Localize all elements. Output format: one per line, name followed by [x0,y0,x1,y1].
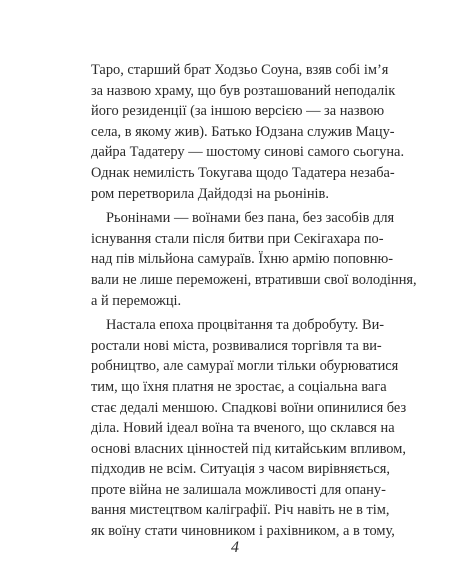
text-line: дайра Тадатеру — шостому синові самого сьогуна. [91,144,405,161]
text-line: основі власних цінностей під китайським впливом, [91,440,406,457]
text-line: Таро, старший брат Ходзьо Соуна, взяв собі ім’я [91,62,389,78]
text-line: робництво, але самураї могли тільки обурюватися [91,358,399,375]
text-line: ростали нові міста, розвивалися торгівля та ви- [91,337,382,354]
text-line: ром перетворила Дайдодзі на рьонінів. [91,185,329,202]
text-line: підходив не всім. Ситуація з часом вирівняється, [91,461,391,478]
text-line: його резиденції (за іншою версією — за назвою [91,103,385,120]
paragraph [91,208,417,311]
text-line: проте війна не залишала можливості для опану- [91,481,386,498]
text-line: стає дедалі меншою. Спадкові воїни опинилися без [91,399,407,416]
page-number: 4 [231,539,239,556]
text-line: села, в якому жив). Батько Юдзана служив Мацу- [91,123,395,140]
text-line: над пів мільйона самураїв. Їхню армію поповню- [91,251,394,268]
text-line: існування стали після битви при Секігахара по- [91,230,384,247]
paragraph [91,315,407,542]
text-line: Настала епоха процвітання та добробуту. Ви- [106,317,385,334]
text-line: за назвою храму, що був розташований неподалік [91,82,396,99]
text-line: вання мистецтвом каліграфії. Річ навіть не в тім, [91,502,390,519]
text-line: Однак немилість Токугава щодо Тадатера незаба- [91,164,395,181]
text-line: тим, що їхня платня не зростає, а соціальна вага [91,378,387,395]
text-line: діла. Новий ідеал воїна та вченого, що склався на [91,420,395,437]
text-line: як воїну стати чиновником і рахівником, а в тому, [91,523,395,540]
text-line: а й переможці. [91,292,182,309]
body-text [91,60,417,542]
text-line: вали не лише переможені, втративши свої володіння, [91,271,417,288]
paragraph [91,60,405,204]
text-line: Рьонінами — воїнами без пана, без засобів для [106,210,395,227]
